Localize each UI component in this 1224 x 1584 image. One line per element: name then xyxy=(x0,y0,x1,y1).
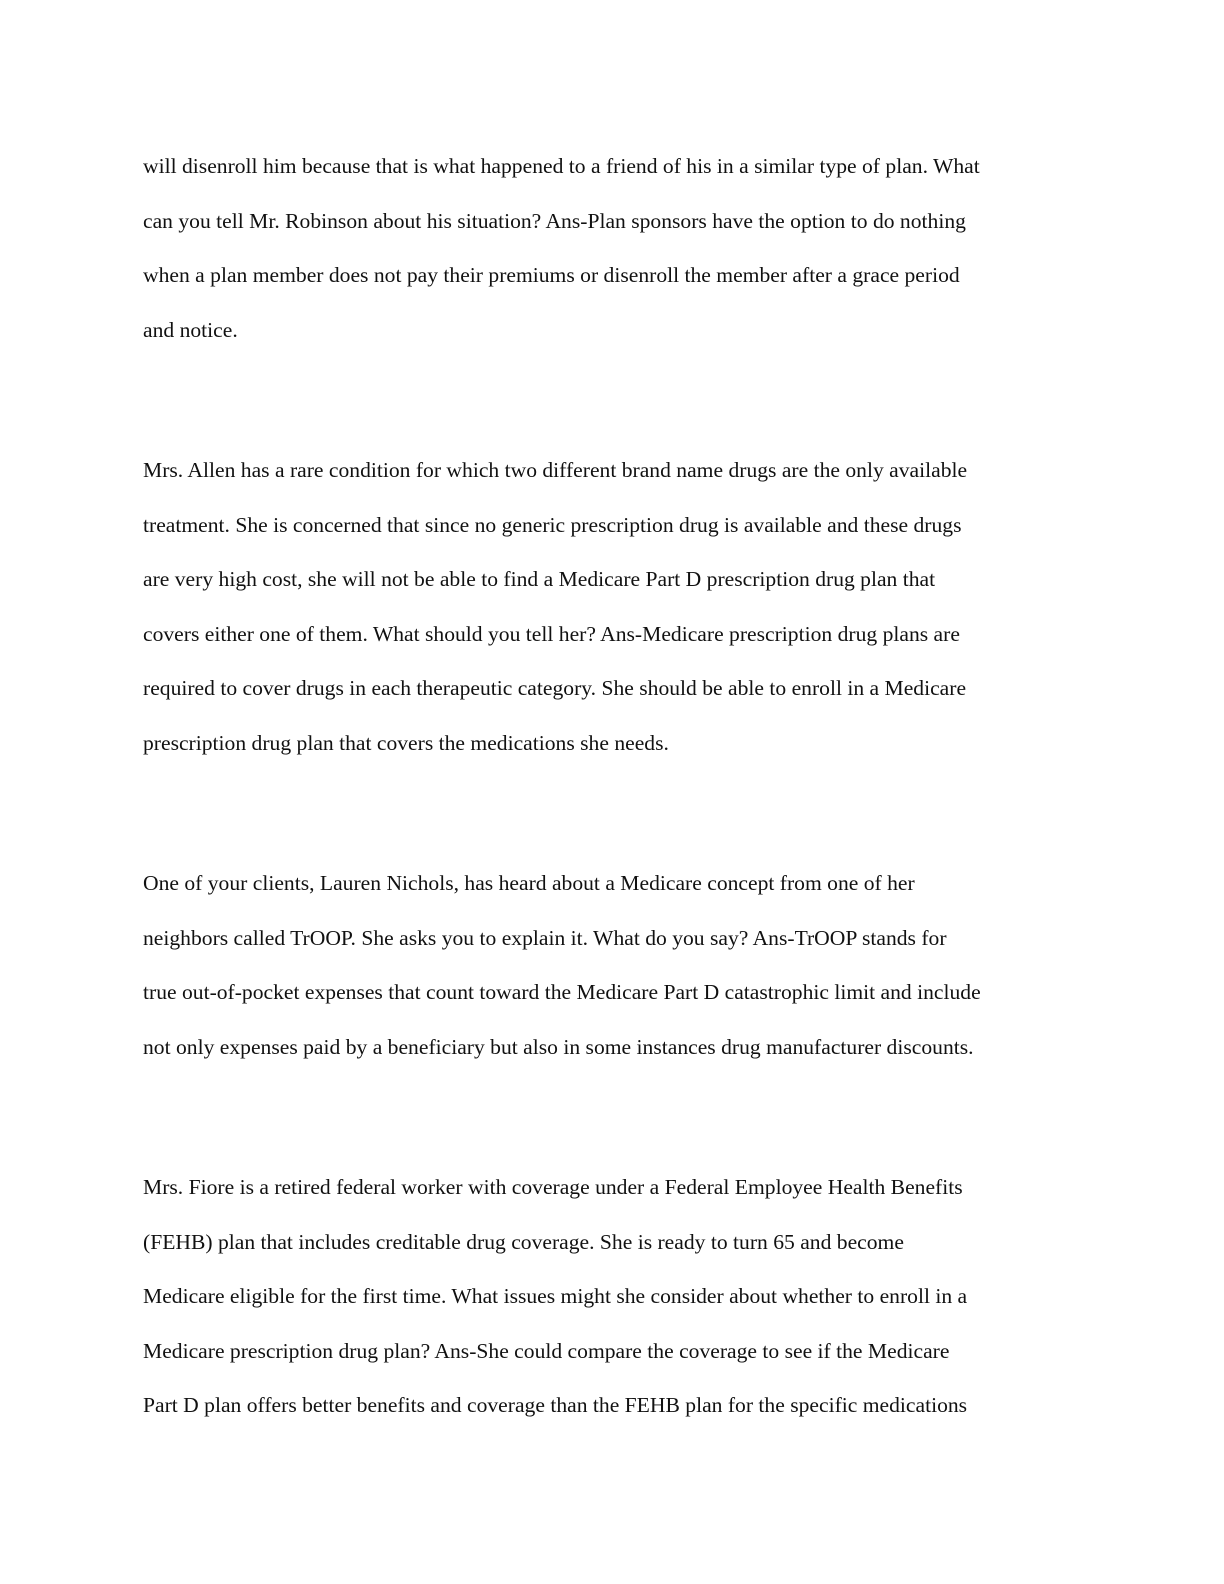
text-line: neighbors called TrOOP. She asks you to explain it. What do you say? Ans-TrOOP stands for xyxy=(143,925,947,950)
text-line: when a plan member does not pay their premiums or disenroll the member after a grace period xyxy=(143,263,960,287)
paragraph-spacer xyxy=(143,770,1073,856)
text-line: Medicare prescription drug plan? Ans-She could compare the coverage to see if the Medicare xyxy=(143,1338,950,1363)
text-line: treatment. She is concerned that since no generic prescription drug is available and these drugs xyxy=(143,512,962,537)
text-line: One of your clients, Lauren Nichols, has heard about a Medicare concept from one of her xyxy=(143,871,915,895)
document-body xyxy=(143,139,1073,1433)
text-line: can you tell Mr. Robinson about his situation? Ans-Plan sponsors have the option to do nothing xyxy=(143,208,966,233)
text-line: (FEHB) plan that includes creditable drug coverage. She is ready to turn 65 and become xyxy=(143,1229,904,1254)
text-line: Part D plan offers better benefits and coverage than the FEHB plan for the specific medications xyxy=(143,1393,968,1417)
text-line: covers either one of them. What should you tell her? Ans-Medicare prescription drug plans are xyxy=(143,621,960,646)
text-line: Medicare eligible for the first time. What issues might she consider about whether to enroll in a xyxy=(143,1284,968,1308)
paragraph-fiore xyxy=(143,1160,1073,1433)
text-line: required to cover drugs in each therapeutic category. She should be able to enroll in a Medicare xyxy=(143,676,967,700)
paragraph-spacer xyxy=(143,1074,1073,1160)
text-line: true out-of-pocket expenses that count toward the Medicare Part D catastrophic limit and include xyxy=(143,980,981,1004)
paragraph-nichols xyxy=(143,856,1073,1074)
text-line: prescription drug plan that covers the medications she needs. xyxy=(143,730,669,755)
paragraph-allen xyxy=(143,443,1073,770)
text-line: are very high cost, she will not be able to find a Medicare Part D prescription drug plan that xyxy=(143,567,936,591)
text-line: not only expenses paid by a beneficiary but also in some instances drug manufacturer discounts. xyxy=(143,1034,974,1059)
paragraph-robinson xyxy=(143,139,1073,357)
paragraph-spacer xyxy=(143,357,1073,443)
text-line: Mrs. Allen has a rare condition for which two different brand name drugs are the only available xyxy=(143,458,968,482)
text-line: Mrs. Fiore is a retired federal worker with coverage under a Federal Employee Health Benefits xyxy=(143,1175,963,1199)
text-line: will disenroll him because that is what happened to a friend of his in a similar type of plan. What xyxy=(143,154,980,178)
text-line: and notice. xyxy=(143,317,238,342)
